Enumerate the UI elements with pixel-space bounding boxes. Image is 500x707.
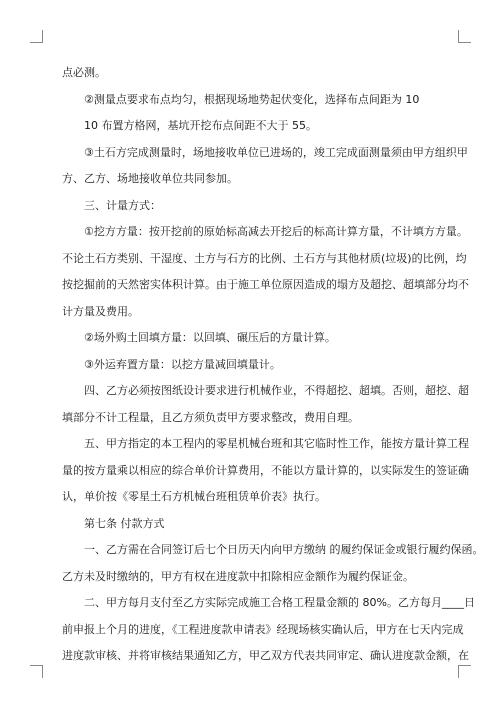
text-line: 方、乙方、场地接收单位共同参加。 xyxy=(62,172,238,185)
text-line: 点必测。 xyxy=(62,66,106,79)
text-line: ①挖方方量：按开挖前的原始标高减去开挖后的标高计算方量，不计填方方量。 xyxy=(84,225,468,238)
crop-mark-top-right xyxy=(458,30,471,43)
text-line: ②场外购土回填方量：以回填、碾压后的方量计算。 xyxy=(84,331,336,344)
text-line: 一、乙方需在合同签订后七个日历天内向甲方缴纳 的履约保证金或银行履约保函。 xyxy=(84,543,484,556)
text-line: 认，单价按《零星土石方机械台班租赁单价表》执行。 xyxy=(62,490,326,503)
text-line: ③土石方完成测量时，场地接收单位已进场的，竣工完成面测量须由甲方组织甲 xyxy=(84,145,468,159)
text-line: 四、乙方必须按图纸设计要求进行机械作业，不得超挖、超填。否则，超挖、超 xyxy=(84,384,469,397)
text-line: 不论土石方类别、干湿度、土方与石方的比例、土石方与其他材质(垃圾)的比例，均 xyxy=(62,251,467,265)
text-line: 量的按方量乘以相应的综合单价计算费用，不能以方量计算的，以实际发生的签证确 xyxy=(62,463,469,477)
section-heading: 三、计量方式： xyxy=(84,198,161,212)
text-line: 计方量及费用。 xyxy=(62,304,139,318)
text-line: 乙方未及时缴纳的，甲方有权在进度款中扣除相应金额作为履约保证金。 xyxy=(62,569,414,583)
crop-mark-bottom-left xyxy=(30,665,43,678)
text-line: 五、甲方指定的本工程内的零星机械台班和其它临时性工作，能按方量计算工程 xyxy=(84,437,469,450)
text-line: 前申报上个月的进度，《工程进度款申请表》经现场核实确认后，甲方在七天内完成 xyxy=(62,622,464,636)
crop-mark-bottom-right xyxy=(458,665,471,678)
document-body xyxy=(62,60,484,670)
text-line: ③外运弃置方量：以挖方量减回填量计。 xyxy=(84,357,281,371)
crop-mark-top-left xyxy=(30,30,43,43)
text-line: 10 布置方格网，基坑开挖布点间距不大于 55。 xyxy=(84,119,317,132)
article-heading: 第七条 付款方式 xyxy=(84,516,165,530)
text-line: 二、甲方每月支付至乙方实际完成施工合格工程量金额的 80%。乙方每月____日 xyxy=(84,596,475,609)
text-line: ②测量点要求布点均匀，根据现场地势起伏变化，选择布点间距为 10 xyxy=(84,92,420,106)
text-line: 按挖掘前的天然密实体积计算。由于施工单位原因造成的塌方及超挖、超填部分均不 xyxy=(62,278,469,291)
text-line: 填部分不计工程量，且乙方须负责甲方要求整改，费用自理。 xyxy=(62,410,359,424)
text-line: 进度款审核、并将审核结果通知乙方，甲乙双方代表共同审定、确认进度款金额，在 xyxy=(62,649,469,662)
